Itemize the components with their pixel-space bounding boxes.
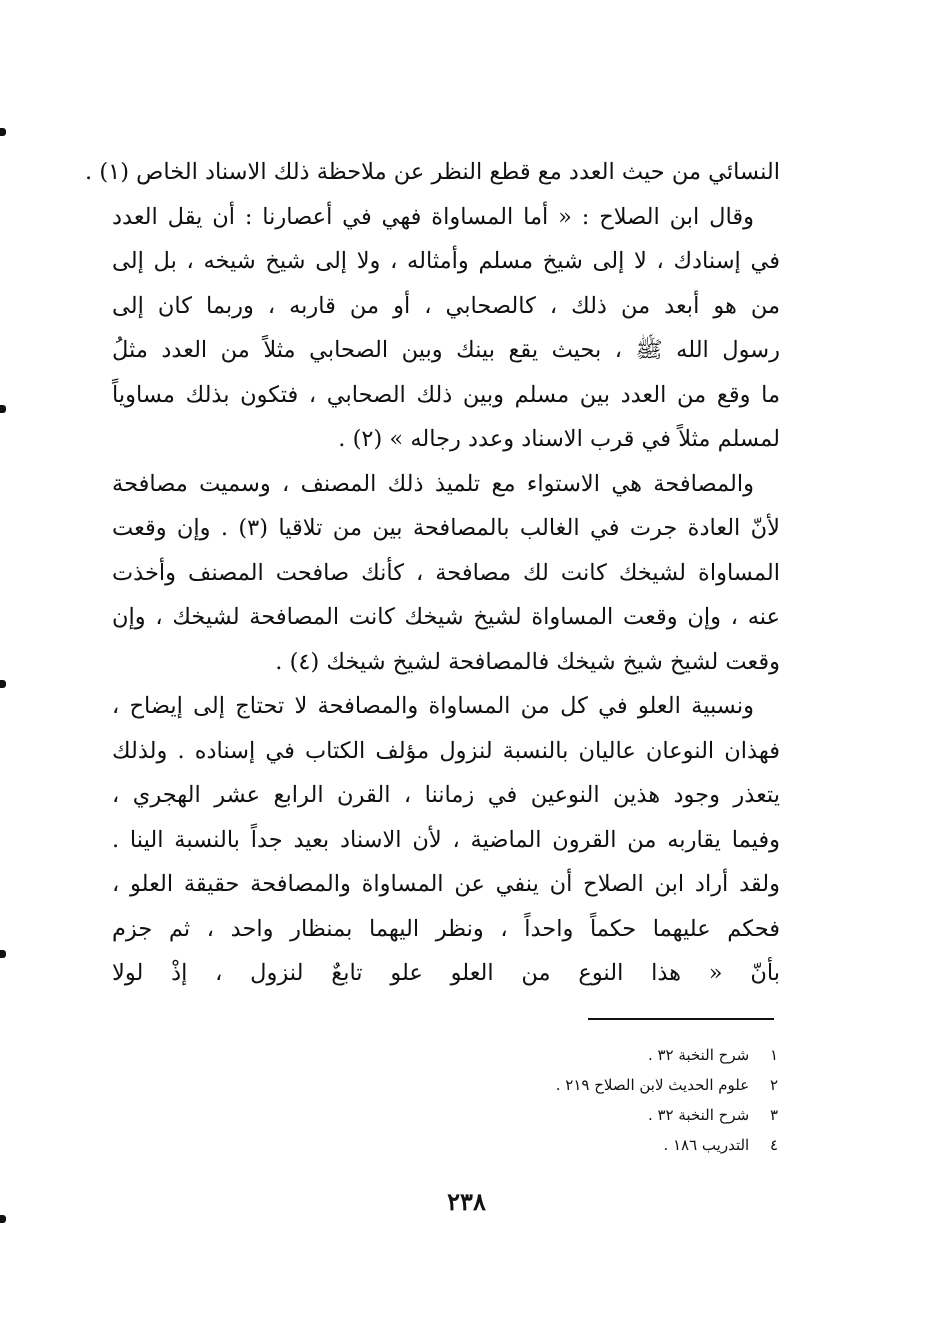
page-number: ٢٣٨ [447, 1187, 486, 1216]
footnote-text: شرح النخبة ٣٢ . [647, 1106, 750, 1124]
footnote-item [400, 1040, 778, 1070]
text-line: والمصافحة هي الاستواء مع تلميذ ذلك المصنف ، وسميت مصافحة [112, 470, 754, 497]
text-line: من هو أبعد من ذلك ، كالصحابي ، أو من قاربه ، وربما كان إلى [112, 292, 780, 319]
footnote-text: شرح النخبة ٣٢ . [647, 1046, 750, 1064]
text-line: وقال ابن الصلاح : « أما المساواة فهي في أعصارنا : أن يقل العدد [112, 203, 754, 230]
scan-edge-mark [0, 950, 6, 958]
text-line: رسول الله ﷺ ، بحيث يقع بينك وبين الصحابي مثلاً من العدد مثلُ [112, 337, 780, 363]
footnote-item [400, 1100, 778, 1130]
text-line: ونسبية العلو في كل من المساواة والمصافحة لا تحتاج إلى إيضاح ، [112, 693, 754, 719]
text-line: ما وقع من العدد بين مسلم وبين ذلك الصحابي ، فتكون بذلك مساوياً [112, 381, 780, 408]
text-line: وفيما يقاربه من القرون الماضية ، لأن الاسناد بعيد جداً بالنسبة الينا . [112, 826, 780, 853]
body-text [85, 150, 780, 996]
scan-edge-mark [0, 128, 6, 136]
footnotes [400, 1040, 778, 1160]
text-line: فحكم عليهما حكماً واحداً ، ونظر اليهما بمنظار واحد ، ثم جزم [112, 915, 780, 942]
footnote-number: ١ [769, 1046, 778, 1064]
text-line: يتعذر وجود هذين النوعين في زماننا ، القرن الرابع عشر الهجري ، [112, 782, 780, 808]
text-line: لأنّ العادة جرت في الغالب بالمصافحة بين من تلاقيا (٣) . وإن وقعت [112, 515, 780, 541]
footnote-text: علوم الحديث لابن الصلاح ٢١٩ . [555, 1076, 750, 1094]
text-line: بأنّ « هذا النوع من العلو علو تابعٌ لنزول ، إذْ لولا [112, 960, 780, 986]
scan-edge-mark [0, 680, 6, 688]
footnote-text: التدريب ١٨٦ . [663, 1136, 750, 1154]
footnote-number: ٣ [769, 1106, 778, 1124]
footnote-separator [588, 1018, 774, 1020]
footnote-number: ٢ [769, 1076, 778, 1094]
scan-edge-mark [0, 1215, 6, 1223]
text-line: لمسلم مثلاً في قرب الاسناد وعدد رجاله » (٢) . [338, 426, 780, 452]
text-line: النسائي من حيث العدد مع قطع النظر عن ملاحظة ذلك الاسناد الخاص (١) . [85, 159, 780, 185]
text-line: في إسنادك ، لا إلى شيخ مسلم وأمثاله ، ولا إلى شيخ شيخه ، بل إلى [112, 248, 780, 274]
text-line: عنه ، وإن وقعت المساواة لشيخ شيخك كانت المصافحة لشيخك ، وإن [112, 604, 780, 630]
footnote-item [400, 1130, 778, 1160]
footnote-item [400, 1070, 778, 1100]
text-line: المساواة لشيخك كانت لك مصافحة ، كأنك صافحت المصنف وأخذت [112, 559, 780, 586]
text-line: فهذان النوعان عاليان بالنسبة لنزول مؤلف الكتاب في إسناده . ولذلك [112, 737, 780, 764]
scan-edge-mark [0, 405, 6, 413]
text-line: ولقد أراد ابن الصلاح أن ينفي عن المساواة والمصافحة حقيقة العلو ، [112, 871, 780, 897]
footnote-number: ٤ [769, 1136, 778, 1154]
text-line: وقعت لشيخ شيخ شيخك فالمصافحة لشيخ شيخك (٤) . [275, 648, 780, 675]
